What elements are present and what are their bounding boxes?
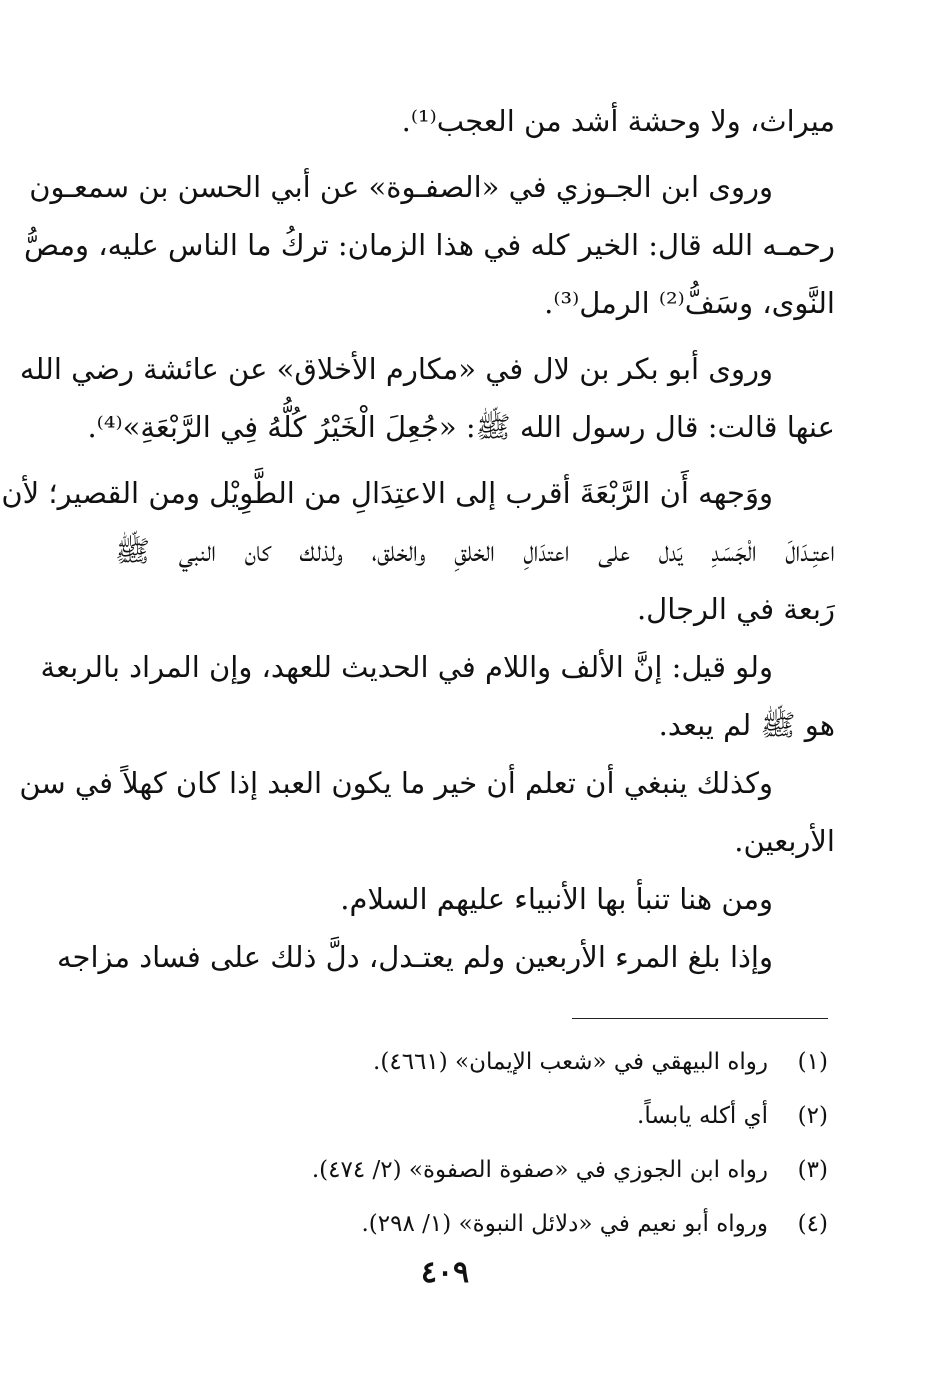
main-text: [1, 92, 835, 986]
footnotes: [128, 1035, 828, 1251]
text-line: ميراث، ولا وحشة أشد من العجب⁽¹⁾.: [401, 104, 835, 138]
footnote-separator: [572, 1018, 828, 1019]
text-line: وروى ابن الجـوزي في «الصفـوة» عن أبي الحسن بن سمعـون: [29, 170, 773, 204]
footnote-text: رواه البيهقي في «شعب الإيمان» (٤٦٦١).: [373, 1049, 768, 1075]
text-line: رَبعة في الرجال.: [636, 592, 835, 626]
footnote: [128, 1197, 828, 1251]
footnote: [128, 1089, 828, 1143]
text-line: رحمـه الله قال: الخير كله في هذا الزمان: تركُ ما الناس عليه، ومصُّ: [23, 228, 835, 262]
text-line: الأربعين.: [734, 824, 835, 858]
footnote: [128, 1143, 828, 1197]
text-line: عنها قالت: قال رسول الله ﷺ: «جُعِلَ الْخَيْرُ كُلُّهُ فِي الرَّبْعَةِ»⁽⁴⁾.: [87, 410, 835, 444]
text-line: وكذلك ينبغي أن تعلم أن خير ما يكون العبد إذا كان كهلاً في سن: [19, 766, 773, 800]
page-number: ٤٠٩: [420, 1255, 470, 1290]
footnote: [128, 1035, 828, 1089]
text-line: وإذا بلغ المرء الأربعين ولم يعتـدل، دلَّ ذلك على فساد مزاجه: [56, 940, 773, 974]
text-line: النَّوى، وسَفُّ⁽²⁾ الرمل⁽³⁾.: [544, 286, 835, 320]
footnote-number: (٣): [797, 1157, 828, 1183]
footnote-number: (١): [797, 1049, 828, 1075]
footnote-number: (٤): [797, 1211, 828, 1237]
footnote-text: أي أكله يابساً.: [637, 1103, 768, 1129]
text-line: ولو قيل: إنَّ الألف واللام في الحديث للعهد، وإن المراد بالربعة: [40, 650, 773, 684]
footnote-text: رواه ابن الجوزي في «صفوة الصفوة» (٢/ ٤٧٤).: [311, 1157, 768, 1183]
text-line: ووَجهه أَن الرَّبْعَةَ أقرب إلى الاعتِدَالِ من الطَّوِيْل ومن القصير؛ لأن: [1, 476, 773, 510]
text-line: هو ﷺ لم يبعد.: [658, 708, 835, 742]
footnote-number: (٢): [797, 1103, 828, 1129]
footnote-text: ورواه أبو نعيم في «دلائل النبوة» (١/ ٢٩٨).: [361, 1211, 768, 1237]
text-line: وروى أبو بكر بن لال في «مكارم الأخلاق» عن عائشة رضي الله: [19, 352, 773, 386]
text-line: ومن هنا تنبأ بها الأنبياء عليهم السلام.: [340, 882, 773, 916]
text-line: اعتِـدَالَ الْجَسَدِ يَدل على اعتدَالِ الخلقِ والخلق، ولذلك كان النبي ﷺ: [115, 534, 835, 568]
